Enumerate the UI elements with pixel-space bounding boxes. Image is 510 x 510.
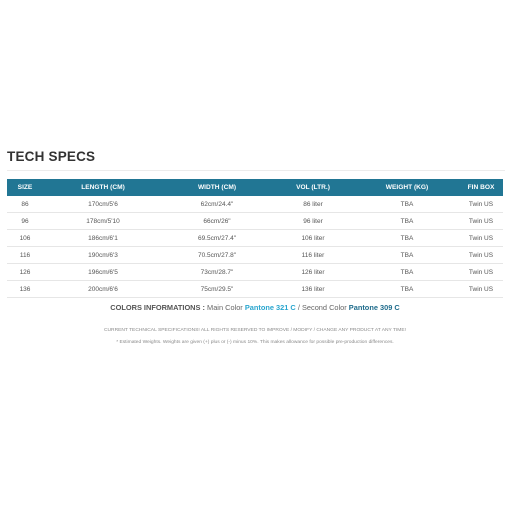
color-separator: / xyxy=(297,303,300,312)
cell-weight: TBA xyxy=(355,281,459,298)
title-divider xyxy=(7,170,505,171)
col-header-size: SIZE xyxy=(7,179,43,196)
colors-information xyxy=(0,303,510,312)
section-title: TECH SPECS xyxy=(7,149,96,164)
table-row xyxy=(7,230,503,247)
tech-specs-table xyxy=(7,179,503,298)
cell-size: 106 xyxy=(7,230,43,247)
cell-weight: TBA xyxy=(355,213,459,230)
main-color-pantone: Pantone 321 C xyxy=(244,303,296,312)
second-color-prefix: Second Color xyxy=(301,303,347,312)
cell-fin-box: Twin US xyxy=(459,247,503,264)
cell-length: 170cm/5'6 xyxy=(43,196,163,213)
col-header-fin-box: FIN BOX xyxy=(459,179,503,196)
cell-size: 96 xyxy=(7,213,43,230)
cell-length: 196cm/6'5 xyxy=(43,264,163,281)
cell-length: 190cm/6'3 xyxy=(43,247,163,264)
cell-fin-box: Twin US xyxy=(459,196,503,213)
colors-label: COLORS INFORMATIONS : xyxy=(110,303,205,312)
cell-length: 178cm/5'10 xyxy=(43,213,163,230)
cell-width: 62cm/24.4" xyxy=(163,196,271,213)
table-row xyxy=(7,247,503,264)
second-color-pantone: Pantone 309 C xyxy=(348,303,400,312)
cell-length: 186cm/6'1 xyxy=(43,230,163,247)
cell-size: 136 xyxy=(7,281,43,298)
cell-width: 73cm/28.7" xyxy=(163,264,271,281)
cell-volume: 136 liter xyxy=(271,281,355,298)
cell-size: 86 xyxy=(7,196,43,213)
col-header-volume: VOL (LTR.) xyxy=(271,179,355,196)
col-header-width: WIDTH (CM) xyxy=(163,179,271,196)
cell-volume: 106 liter xyxy=(271,230,355,247)
table-row xyxy=(7,281,503,298)
cell-fin-box: Twin US xyxy=(459,264,503,281)
cell-length: 200cm/6'6 xyxy=(43,281,163,298)
cell-weight: TBA xyxy=(355,264,459,281)
table-header-row xyxy=(7,179,503,196)
cell-weight: TBA xyxy=(355,196,459,213)
cell-weight: TBA xyxy=(355,247,459,264)
col-header-length: LENGTH (CM) xyxy=(43,179,163,196)
specs-notice: CURRENT TECHNICAL SPECIFICATIONS! ALL RIGHTS RESERVED TO IMPROVE / MODIFY / CHANGE ANY PRODUCT AT ANY TIME! xyxy=(103,328,406,333)
weight-footnote: * Estimated Weights. Weights are given (+) plus or (-) minus 10%. This makes allowance for possible pre-production differences. xyxy=(116,340,394,345)
col-header-weight: WEIGHT (KG) xyxy=(355,179,459,196)
cell-width: 66cm/26" xyxy=(163,213,271,230)
cell-volume: 126 liter xyxy=(271,264,355,281)
cell-fin-box: Twin US xyxy=(459,230,503,247)
cell-fin-box: Twin US xyxy=(459,213,503,230)
cell-volume: 96 liter xyxy=(271,213,355,230)
cell-width: 69.5cm/27.4" xyxy=(163,230,271,247)
cell-fin-box: Twin US xyxy=(459,281,503,298)
cell-volume: 86 liter xyxy=(271,196,355,213)
cell-size: 116 xyxy=(7,247,43,264)
table-row xyxy=(7,213,503,230)
cell-width: 75cm/29.5" xyxy=(163,281,271,298)
cell-weight: TBA xyxy=(355,230,459,247)
main-color-prefix: Main Color xyxy=(207,303,243,312)
cell-volume: 116 liter xyxy=(271,247,355,264)
cell-width: 70.5cm/27.8" xyxy=(163,247,271,264)
table-row xyxy=(7,196,503,213)
table-row xyxy=(7,264,503,281)
cell-size: 126 xyxy=(7,264,43,281)
